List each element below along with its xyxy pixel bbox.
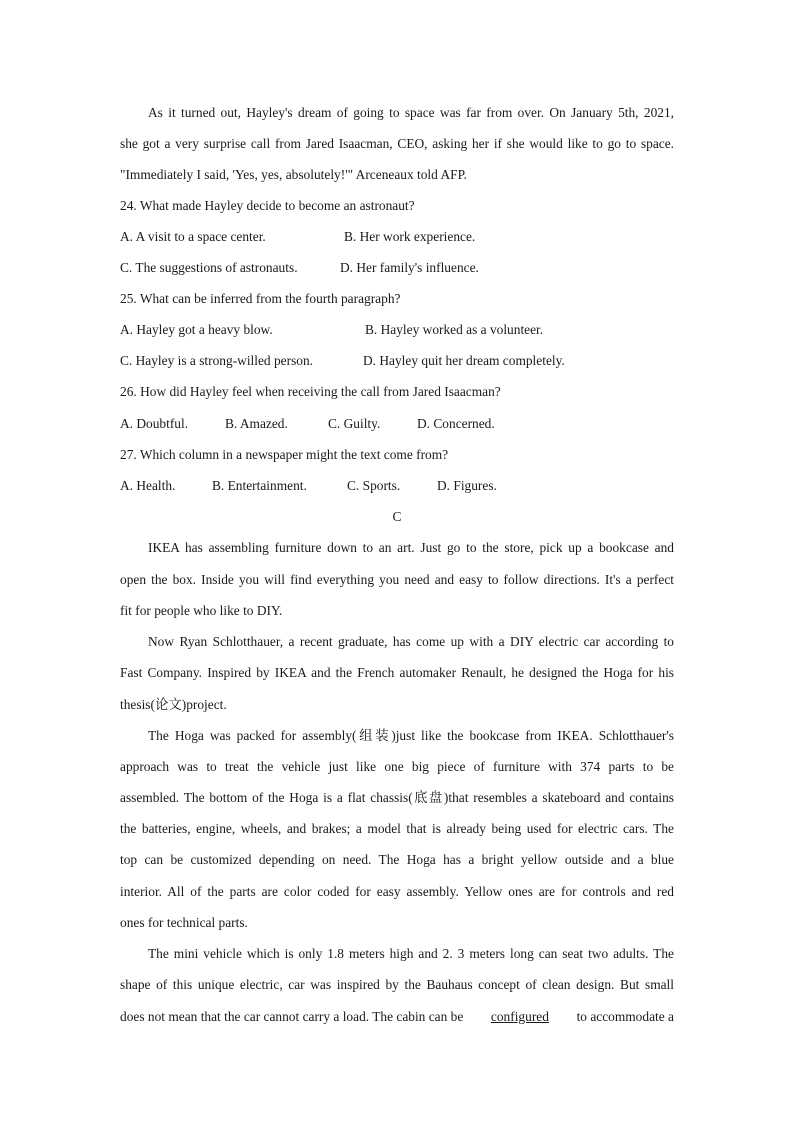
paragraph-line: interior. All of the parts are color coded for easy assembly. Yellow ones are for controls and red (120, 884, 674, 899)
paragraph-line: approach was to treat the vehicle just like one big piece of furniture with 374 parts to be (120, 759, 674, 774)
option-b: B. Amazed. (225, 416, 288, 431)
option-d: D. Her family's influence. (340, 260, 479, 275)
paragraph-line: thesis(论文)project. (120, 697, 227, 712)
option-b: B. Hayley worked as a volunteer. (365, 322, 544, 337)
paragraph-line: open the box. Inside you will find everything you need and easy to follow directions. It's a perfect (120, 572, 674, 587)
paragraph-line: The mini vehicle which is only 1.8 meters high and 2. 3 meters long can seat two adults. The (148, 946, 674, 961)
paragraph-line: shape of this unique electric, car was inspired by the Bauhaus concept of clean design. But small (120, 977, 674, 992)
paragraph-line: the batteries, engine, wheels, and brakes; a model that is already being used for electric cars. The (120, 821, 674, 836)
option-d: D. Hayley quit her dream completely. (363, 353, 565, 368)
option-b: B. Her work experience. (344, 229, 476, 244)
question-stem: 26. How did Hayley feel when receiving the call from Jared Isaacman? (120, 384, 501, 399)
paragraph-line: "Immediately I said, 'Yes, yes, absolutely!'" Arceneaux told AFP. (120, 167, 467, 182)
paragraph-line (120, 1009, 674, 1025)
paragraph-line: The Hoga was packed for assembly(组装)just like the bookcase from IKEA. Schlotthauer's (148, 728, 674, 743)
option-a: A. Hayley got a heavy blow. (120, 322, 273, 337)
section-heading: C (392, 509, 402, 524)
option-c: C. Hayley is a strong-willed person. (120, 353, 314, 368)
paragraph-line: she got a very surprise call from Jared Isaacman, CEO, asking her if she would like to go to space. (120, 136, 674, 151)
paragraph-line: IKEA has assembling furniture down to an art. Just go to the store, pick up a bookcase and (148, 540, 674, 555)
option-a: A. Doubtful. (120, 416, 189, 431)
paragraph-line: fit for people who like to DIY. (120, 603, 283, 618)
option-c: C. Sports. (347, 478, 401, 493)
option-c: C. Guilty. (328, 416, 381, 431)
question-stem: 25. What can be inferred from the fourth paragraph? (120, 291, 401, 306)
text-span: does not mean that the car cannot carry a load. The cabin can be (120, 1009, 464, 1024)
paragraph-line: Now Ryan Schlotthauer, a recent graduate, has come up with a DIY electric car according to (148, 634, 674, 649)
paragraph-line: assembled. The bottom of the Hoga is a flat chassis(底盘)that resembles a skateboard and contains (120, 790, 674, 805)
question-stem: 27. Which column in a newspaper might the text come from? (120, 447, 449, 462)
option-a: A. A visit to a space center. (120, 229, 266, 244)
paragraph-line: Fast Company. Inspired by IKEA and the French automaker Renault, he designed the Hoga for his (120, 665, 674, 680)
option-b: B. Entertainment. (212, 478, 307, 493)
option-d: D. Figures. (437, 478, 497, 493)
paragraph-line: top can be customized depending on need. The Hoga has a bright yellow outside and a blue (120, 852, 674, 867)
paragraph-line: As it turned out, Hayley's dream of going to space was far from over. On January 5th, 2021, (148, 105, 674, 120)
paragraph-line: ones for technical parts. (120, 915, 248, 930)
option-d: D. Concerned. (417, 416, 495, 431)
option-a: A. Health. (120, 478, 176, 493)
question-stem: 24. What made Hayley decide to become an astronaut? (120, 198, 415, 213)
text-span: to accommodate a (576, 1009, 674, 1024)
underlined-word: configured (490, 1009, 549, 1024)
option-c: C. The suggestions of astronauts. (120, 260, 298, 275)
